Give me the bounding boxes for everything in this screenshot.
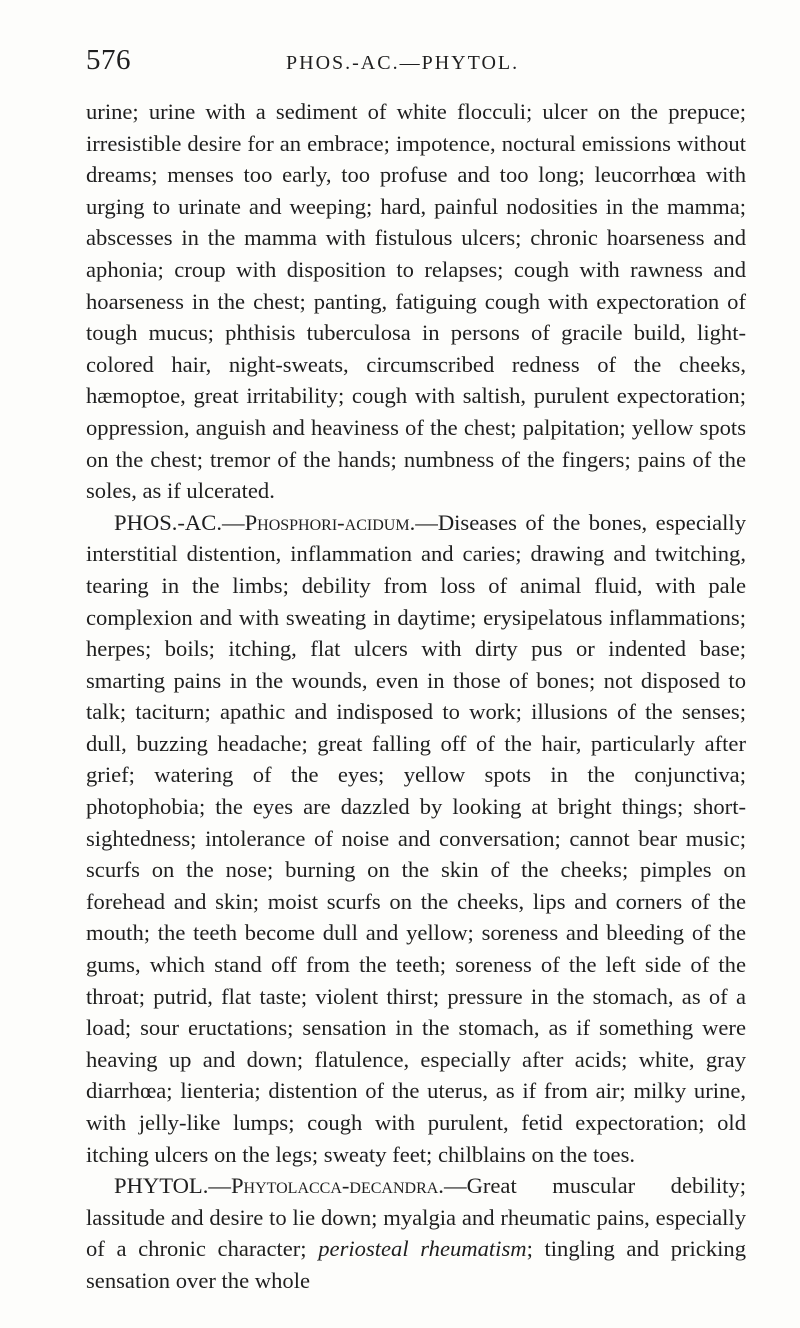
entry-phos-ac [86,507,746,1170]
entry-subheading: —Phytolacca-decandra. [208,1173,444,1199]
paragraph-continued [86,96,746,507]
entry-heading: PHYTOL. [114,1173,209,1199]
entry-phytol [86,1170,746,1296]
paragraph-text: urine; urine with a sediment of white flocculi; ulcer on the prepuce; irresistible desire for an embrace; impotence, noctural emissions without dreams; menses too early, too profuse and too long; leucorrhœa with urging to urinate and weeping; hard, painful nodosities in the mamma; abscesses in the mamma with fistulous ulcers; chronic hoarseness and aphonia; croup with disposition to relapses; cough with rawness and hoarseness in the chest; panting, fatiguing cough with expectoration of tough mucus; phthisis tuberculosa in persons of gracile build, light-colored hair, night-sweats, circumscribed redness of the cheeks, hæmoptoe, great irritability; cough with saltish, purulent expectoration; oppression, anguish and heaviness of the chest; palpitation; yellow spots on the chest; tremor of the hands; numbness of the fingers; pains of the soles, as if ulcerated. [86,99,746,504]
running-head: PHOS.-AC.—PHYTOL. [286,52,520,74]
entry-text: —Great muscular debility; lassitude and desire to lie down; myalgia and rheumatic pains, especially of a chronic character; [86,1173,746,1262]
page-number: 576 [86,44,131,76]
page-header [86,44,746,84]
entry-subheading: —Phosphori-acidum. [221,509,416,535]
entry-heading: PHOS.-AC. [114,509,222,535]
entry-text: —Diseases of the bones, especially interstitial distention, inflammation and caries; drawing and twitching, tearing in the limbs; debility from loss of animal fluid, with pale complexion and with sweating in daytime; erysipelatous inflammations; herpes; boils; itching, flat ulcers with dirty pus or indented base; smarting pains in the wounds, even in those of bones; not disposed to talk; taciturn; apathic and indisposed to work; illusions of the senses; dull, buzzing headache; great falling off of the hair, particularly after grief; watering of the eyes; yellow spots in the conjunctiva; photophobia; the eyes are dazzled by looking at bright things; short-sightedness; intolerance of noise and conversation; cannot bear music; scurfs on the nose; burning on the skin of the cheeks; pimples on forehead and skin; moist scurfs on the cheeks, lips and corners of the mouth; the teeth become dull and yellow; soreness and bleeding of the gums, which stand off from the teeth; soreness of the left side of the throat; putrid, flat taste; violent thirst; pressure in the stomach, as of a load; sour eructations; sensation in the stomach, as if something were heaving up and down; flatulence, especially after acids; white, gray diarrhœa; lienteria; distention of the uterus, as if from air; milky urine, with jelly-like lumps; cough with purulent, fetid expectoration; old itching ulcers on the legs; sweaty feet; chilblains on the toes. [86,509,746,1167]
entry-italic-text: periosteal rheumatism [318,1236,527,1262]
page-body [86,96,746,1297]
entry-text-end: ; tingling and pricking sensation over the whole [86,1236,747,1293]
